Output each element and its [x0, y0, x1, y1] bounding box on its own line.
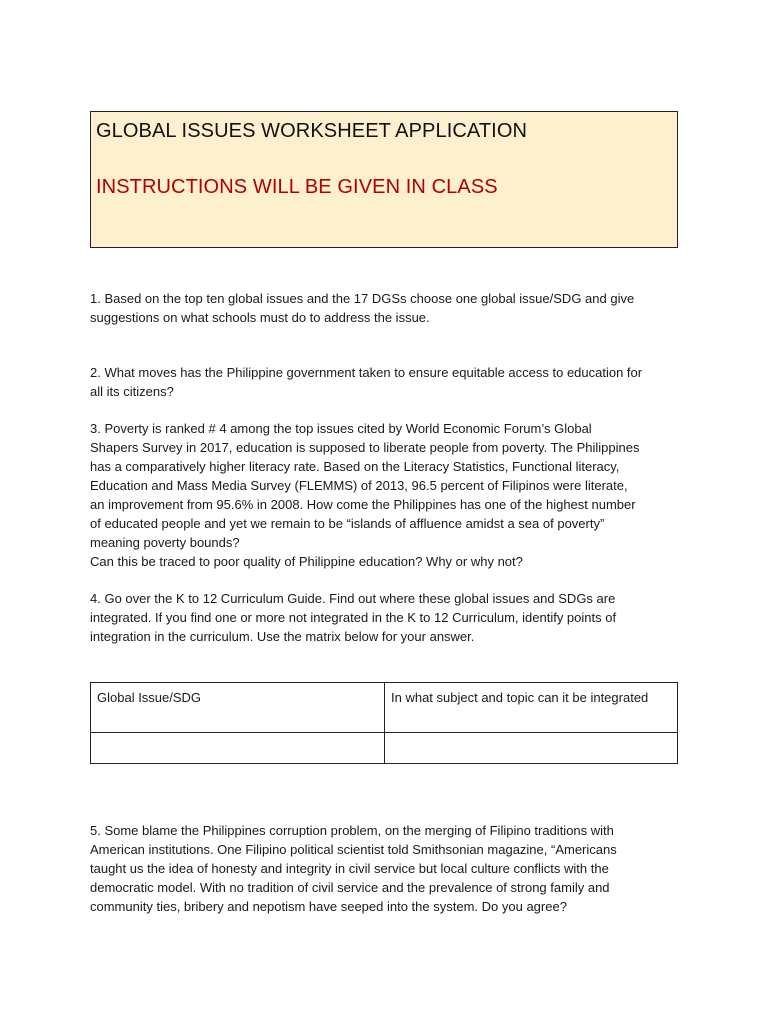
question-2: [90, 363, 690, 401]
question-line: integration in the curriculum. Use the matrix below for your answer.: [90, 629, 475, 644]
question-line: Can this be traced to poor quality of Philippine education? Why or why not?: [90, 554, 523, 569]
question-3: [90, 419, 690, 571]
question-line: an improvement from 95.6% in 2008. How come the Philippines has one of the highest number: [90, 497, 636, 512]
matrix-answer-row: [91, 733, 678, 764]
question-line: Shapers Survey in 2017, education is supposed to liberate people from poverty. The Philippines: [90, 440, 640, 455]
worksheet-instructions: INSTRUCTIONS WILL BE GIVEN IN CLASS: [96, 176, 498, 198]
question-line: integrated. If you find one or more not integrated in the K to 12 Curriculum, identify points of: [90, 610, 617, 625]
matrix-header-row: [91, 683, 678, 733]
question-line: 4. Go over the K to 12 Curriculum Guide. Find out where these global issues and SDGs are: [90, 591, 616, 606]
matrix-header-global-issue: Global Issue/SDG: [91, 683, 385, 733]
integration-matrix: [90, 682, 678, 764]
worksheet-header-box: [90, 111, 678, 248]
question-line: meaning poverty bounds?: [90, 535, 240, 550]
question-line: all its citizens?: [90, 384, 174, 399]
question-line: 3. Poverty is ranked # 4 among the top issues cited by World Economic Forum’s Global: [90, 421, 592, 436]
matrix-answer-cell[interactable]: [385, 733, 678, 764]
question-line: democratic model. With no tradition of civil service and the prevalence of strong family and: [90, 880, 610, 895]
question-line: has a comparatively higher literacy rate. Based on the Literacy Statistics, Functional literacy,: [90, 459, 620, 474]
matrix-answer-cell[interactable]: [91, 733, 385, 764]
question-line: taught us the idea of honesty and integrity in civil service but local culture conflicts with the: [90, 861, 609, 876]
question-line: 5. Some blame the Philippines corruption problem, on the merging of Filipino traditions with: [90, 823, 614, 838]
question-line: of educated people and yet we remain to be “islands of affluence amidst a sea of poverty”: [90, 516, 605, 531]
question-5: [90, 821, 690, 916]
question-line: 1. Based on the top ten global issues and the 17 DGSs choose one global issue/SDG and give: [90, 291, 635, 306]
question-1: [90, 289, 690, 327]
question-line: suggestions on what schools must do to address the issue.: [90, 310, 430, 325]
question-line: community ties, bribery and nepotism have seeped into the system. Do you agree?: [90, 899, 567, 914]
matrix-header-subject-topic: In what subject and topic can it be integrated: [385, 683, 678, 733]
question-line: Education and Mass Media Survey (FLEMMS) of 2013, 96.5 percent of Filipinos were literate,: [90, 478, 628, 493]
worksheet-title: GLOBAL ISSUES WORKSHEET APPLICATION: [96, 120, 528, 142]
question-4: [90, 589, 690, 646]
question-line: 2. What moves has the Philippine government taken to ensure equitable access to education for: [90, 365, 643, 380]
question-line: American institutions. One Filipino political scientist told Smithsonian magazine, “Americans: [90, 842, 617, 857]
